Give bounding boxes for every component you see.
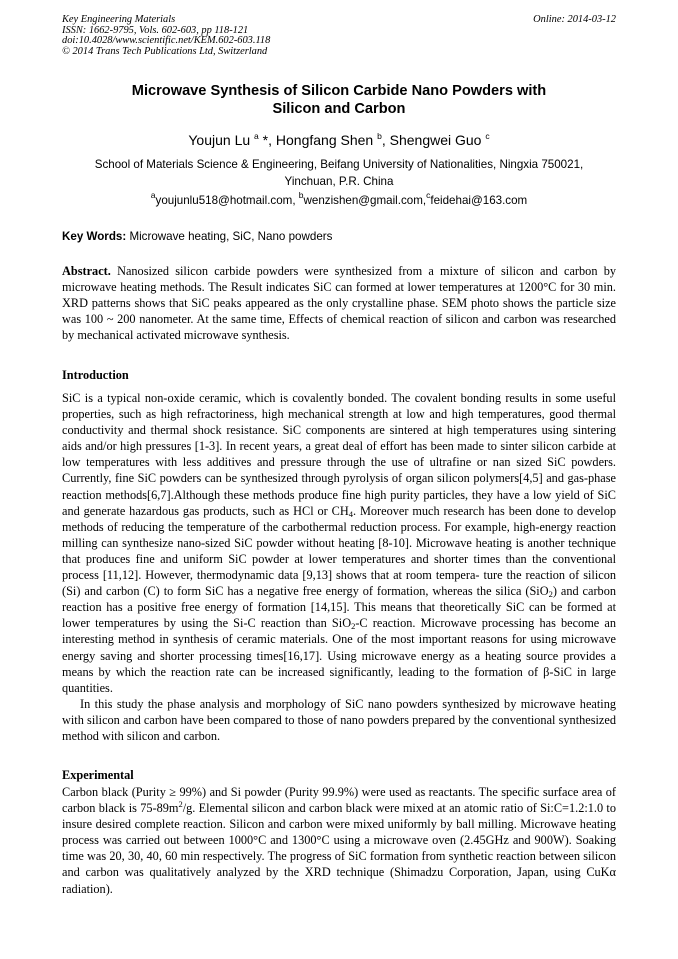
- keywords: [62, 229, 616, 245]
- email-a: youjunlu518@hotmail.com,: [155, 194, 299, 207]
- author-2-affil-mark: b: [377, 131, 382, 141]
- abstract-text: Nanosized silicon carbide powders were synthesized from a mixture of silicon and carbon by microwave heating methods. The Result indicates SiC can formed at lower temperatures at 1200°C for 30 min. XRD patterns shows that SiC peaks appeared as the only crystalline phase. SEM photo shows the particle size was 100 ~ 200 nanometer. At the same time, Effects of chemical reaction of silicon and carbon was researched by mechanical activated microwave synthesis.: [62, 264, 616, 343]
- email-b-mark: b: [298, 190, 304, 200]
- email-c: feidehai@163.com: [430, 194, 528, 207]
- exp-text-a: Carbon black (Purity ≥ 99%) and Si powder (Purity 99.9%) were used as reactants. The specific surface area of carbon black is 75-89m: [62, 785, 616, 816]
- sio2-subscript: 2: [548, 589, 553, 600]
- online-date: Online: 2014-03-12: [533, 14, 616, 25]
- journal-header: [62, 15, 616, 57]
- keywords-text: Microwave heating, SiC, Nano powders: [126, 230, 333, 243]
- introduction-body: [62, 390, 616, 744]
- email-c-mark: c: [426, 190, 431, 200]
- intro-text-b: . Moreover much research has been done to develop methods of reducing the temperature of the carbothermal reduction process. For example, high-energy reaction milling can synthesize nano-sized SiC powder without heating [8-10]. Microwave heating is another technique that produces fine and uniform SiC powder at lower temperatures and shorter times than the conventional process [11,12]. However, thermodynamic data [9,13] shows that at room tempera- ture the reaction of silicon (Si) and carbon (C) to form SiC has a negative free energy of formation, whereas the silica (SiO: [62, 503, 616, 599]
- intro-text-d: -C reaction. Microwave processing has become an interesting method in synthesis of ceramic materials. One of the most important reasons for using microwave energy saving and shorter processing times[16,17]. Using microwave energy as a heating source provides a means by which the reaction rate can be increased significantly, leading to the formation of β-SiC in large quantities.: [62, 616, 616, 695]
- introduction-paragraph-1: [62, 390, 616, 696]
- sio2-subscript-2: 2: [351, 621, 356, 632]
- author-list: [62, 131, 616, 149]
- author-3: Shengwei Guo: [389, 132, 486, 148]
- corresponding-mark: *,: [258, 132, 276, 148]
- intro-text-c: ) and carbon reaction has a positive free energy of formation [14,15]. This means that theoretically SiC can be formed at lower temperatures by using the Si-C reaction than SiO: [62, 584, 616, 631]
- affiliation-line-1: School of Materials Science & Engineering, Beifang University of Nationalities, Ningxia 750021,: [94, 158, 584, 171]
- abstract: [62, 263, 616, 343]
- title-line-2: Silicon and Carbon: [272, 101, 406, 117]
- copyright-line: © 2014 Trans Tech Publications Ltd, Switzerland: [62, 45, 268, 57]
- title-line-1: Microwave Synthesis of Silicon Carbide Nano Powders with: [131, 83, 547, 99]
- email-a-mark: a: [150, 190, 156, 200]
- affiliation: [62, 157, 616, 190]
- experimental-heading: Experimental: [62, 768, 134, 782]
- author-separator: ,: [381, 132, 390, 148]
- affiliation-line-2: Yinchuan, P.R. China: [284, 174, 394, 188]
- ch4-subscript: 4: [348, 508, 353, 519]
- author-2: Hongfang Shen: [275, 132, 378, 148]
- abstract-label: Abstract.: [62, 264, 111, 278]
- keywords-label: Key Words:: [62, 230, 127, 243]
- author-3-affil-mark: c: [485, 131, 490, 141]
- author-1: Youjun Lu: [188, 132, 255, 148]
- experimental-body: [62, 784, 616, 897]
- experimental-paragraph-1: [62, 784, 616, 897]
- introduction-heading: Introduction: [62, 368, 129, 382]
- paper-title: [62, 82, 616, 118]
- m2-superscript: 2: [178, 799, 183, 810]
- email-b: wenzishen@gmail.com,: [303, 194, 427, 207]
- intro-text-a: SiC is a typical non-oxide ceramic, which is covalently bonded. The covalent bonding results in some useful properties, such as high refractoriness, high mechanical strength at low and high temperatures, good thermal conductivity and thermal shock resistance. SiC components are sintered at high temperatures using sintering aids and/or high pressures [1-3]. In recent years, a great deal of effort has been made to sinter silicon carbide at low temperatures with less additives and pressure through the use of ultrafine or nan sized SiC powders. Currently, fine SiC powders can be synthesized through pyrolysis of organ silicon polymers[4,5] and gas-phase reaction methods[6,7].Although these methods produce fine high purity particles, they have a low yield of SiC and generate hazardous gas products, such as HCl or CH: [62, 391, 616, 518]
- exp-text-b: /g. Elemental silicon and carbon black were mixed at an atomic ratio of Si:C=1.2:1.0 to insure desired complete reaction. Silicon and carbon were mixed uniformly by ball milling. Microwave heating process was carried out between 1000°C and 1300°C using a microwave oven (2.45GHz and 900W). Soaking time was 20, 30, 40, 60 min respectively. The progress of SiC formation from synthetic reaction between silicon and carbon was qualitatively analyzed by the XRD technique (Shimadzu Corporation, Japan, using CuKα radiation).: [62, 801, 616, 896]
- journal-name: Key Engineering Materials: [62, 14, 176, 25]
- author-emails: [62, 190, 616, 209]
- issn-line: ISSN: 1662-9795, Vols. 602-603, pp 118-121: [62, 24, 249, 36]
- author-1-affil-mark: a: [254, 131, 259, 141]
- introduction-paragraph-2: In this study the phase analysis and morphology of SiC nano powders synthesized by microwave heating with silicon and carbon have been compared to those of nano powders prepared by the conventional synthesized method with silicon and carbon.: [62, 696, 616, 743]
- doi-line: doi:10.4028/www.scientific.net/KEM.602-603.118: [62, 35, 271, 46]
